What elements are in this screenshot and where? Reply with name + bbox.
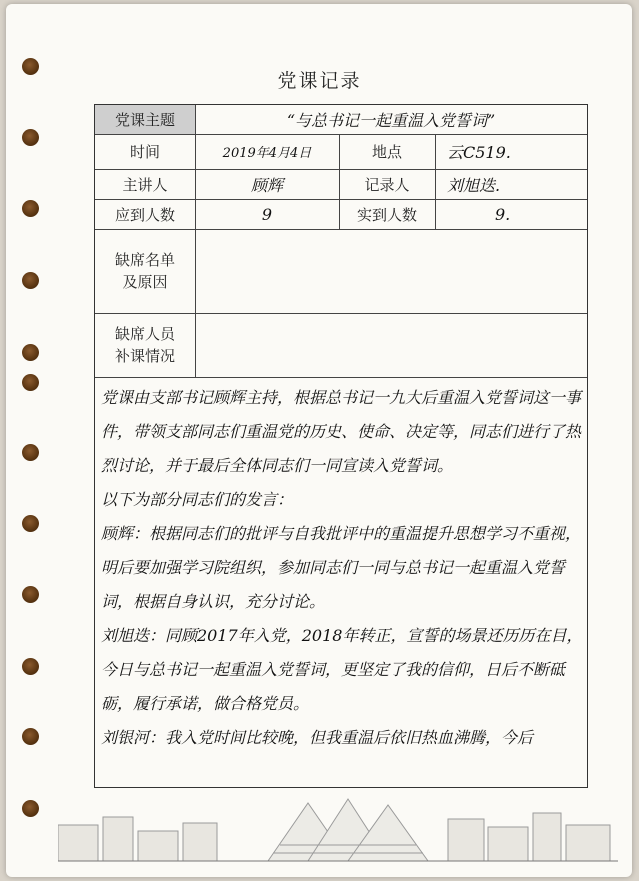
- speaker-label: 主讲人: [122, 175, 168, 194]
- makeup-label-line1: 缺席人员: [114, 325, 175, 343]
- binder-hole-icon: [22, 272, 39, 289]
- expected-attendance-value: 9: [261, 204, 273, 224]
- location-label: 地点: [371, 143, 402, 161]
- building-skyline-illustration: [58, 795, 618, 865]
- absent-list-label-line2: 及原因: [122, 273, 168, 291]
- time-value: 2019年4月4日: [222, 146, 312, 161]
- column-divider: [435, 134, 436, 229]
- row-divider: [95, 134, 587, 135]
- expected-attendance-label: 应到人数: [114, 205, 175, 224]
- time-label: 时间: [129, 143, 160, 161]
- row-divider: [95, 377, 587, 378]
- recorder-value: 刘旭迭.: [447, 175, 501, 195]
- binder-hole-icon: [22, 586, 39, 603]
- row-divider: [95, 199, 587, 200]
- speeches-heading: 以下为部分同志们的发言：: [101, 490, 294, 509]
- speech-2: 刘旭迭：同顾2017年入党，2018年转正，宣誓的场景还历历在目，今日与总书记一起重温入党誓词，更坚定了我的信仰，日后不断砥砺，履行承诺，做合格党员。: [101, 626, 583, 713]
- binder-hole-icon: [22, 129, 39, 146]
- binder-hole-icon: [22, 344, 39, 361]
- binder-hole-icon: [22, 515, 39, 532]
- meeting-minutes: [101, 381, 583, 755]
- binder-hole-icon: [22, 444, 39, 461]
- row-divider: [95, 169, 587, 170]
- column-divider: [339, 134, 340, 229]
- binder-hole-icon: [22, 658, 39, 675]
- makeup-label: [95, 313, 195, 377]
- binder-hole-icon: [22, 374, 39, 391]
- location-value: 云C519.: [447, 143, 511, 162]
- makeup-value: [195, 313, 587, 377]
- recorder-label: 记录人: [364, 175, 410, 194]
- actual-attendance-value: 9.: [495, 204, 511, 224]
- absent-list-label: [95, 229, 195, 313]
- topic-label: 党课主题: [95, 105, 195, 134]
- row-divider: [95, 313, 587, 314]
- minutes-intro: 党课由支部书记顾辉主持，根据总书记一九大后重温入党誓词这一事件，带领支部同志们重温党的历史、使命、决定等，同志们进行了热烈讨论，并于最后全体同志们一同宣读入党誓词。: [101, 388, 582, 475]
- binder-hole-icon: [22, 800, 39, 817]
- column-divider: [195, 105, 196, 377]
- topic-value: “与总书记一起重温入党誓词”: [286, 111, 496, 130]
- binder-hole-icon: [22, 728, 39, 745]
- row-divider: [95, 229, 587, 230]
- actual-attendance-label: 实到人数: [356, 205, 417, 224]
- absent-list-value: [195, 229, 587, 313]
- record-table: [94, 104, 588, 788]
- binder-hole-icon: [22, 200, 39, 217]
- absent-list-label-line1: 缺席名单: [114, 251, 175, 269]
- makeup-label-line2: 补课情况: [114, 347, 175, 365]
- speaker-value: 顾辉: [250, 175, 283, 195]
- speech-1: 顾辉：根据同志们的批评与自我批评中的重温提升思想学习不重视，明后要加强学习院组织，参加同志们一同与总书记一起重温入党誓词，根据自身认识，充分讨论。: [101, 524, 582, 611]
- page-title: 党课记录: [277, 70, 362, 92]
- speech-3: 刘银河：我入党时间比较晚，但我重温后依旧热血沸腾，今后: [101, 728, 534, 747]
